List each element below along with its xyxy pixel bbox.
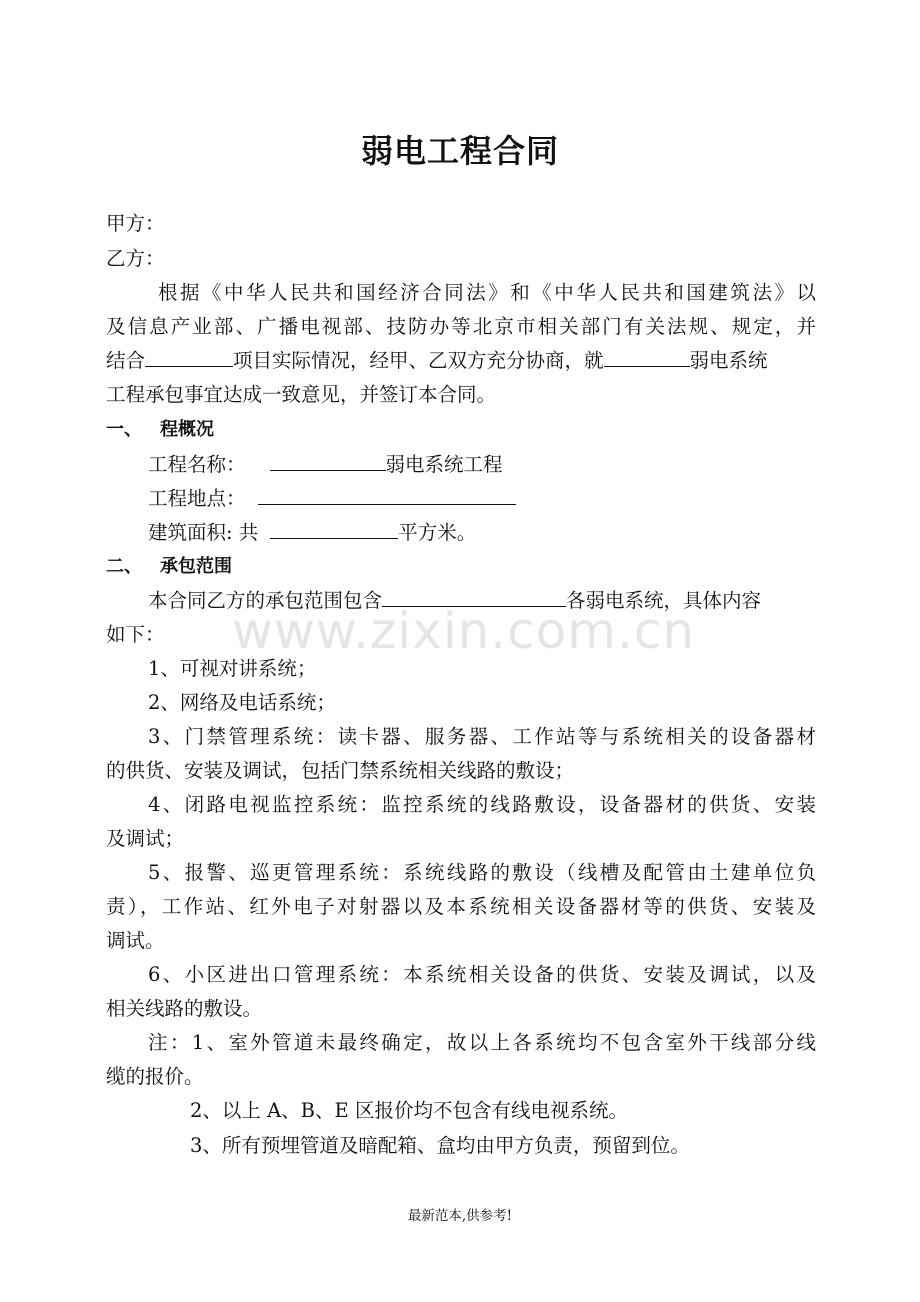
scope-item-5-line-3: 调试。 bbox=[106, 929, 165, 952]
scope-item-6-line-1: 6、小区进出口管理系统：本系统相关设备的供货、安装及调试，以及 bbox=[148, 963, 816, 986]
scope-item-5-line-1: 5、报警、巡更管理系统：系统线路的敷设（线槽及配管由土建单位负 bbox=[148, 861, 816, 884]
scope-item-3-line-1: 3、门禁管理系统：读卡器、服务器、工作站等与系统相关的设备器材 bbox=[148, 725, 816, 748]
scope-item-2: 2、网络及电话系统； bbox=[148, 691, 336, 714]
intro-line-1: 根据《中华人民共和国经济合同法》和《中华人民共和国建筑法》以 bbox=[158, 281, 816, 304]
building-area-suffix: 平方米。 bbox=[398, 521, 477, 544]
note-2: 2、以上 A、B、E 区报价均不包含有线电视系统。 bbox=[190, 1099, 628, 1122]
project-site-label: 工程地点： bbox=[148, 487, 246, 510]
intro-text-a: 结合 bbox=[106, 349, 146, 372]
note-1-line-1: 注：1、室外管道未最终确定，故以上各系统均不包含室外干线部分线 bbox=[148, 1031, 816, 1054]
scope-item-5-line-2: 责），工作站、红外电子对射器以及本系统相关设备器材等的供货、安装及 bbox=[106, 895, 816, 918]
page-footer: 最新范本,供参考! bbox=[407, 1208, 513, 1224]
project-site-blank[interactable] bbox=[258, 486, 516, 505]
watermark: www.zixin.com.cn bbox=[232, 602, 696, 660]
intro-text-c: 弱电系统 bbox=[689, 349, 768, 372]
project-name-blank[interactable] bbox=[270, 452, 386, 471]
scope-text-a: 本合同乙方的承包范围包含 bbox=[148, 589, 383, 612]
project-name-line bbox=[148, 449, 503, 477]
scope-item-6-line-2: 相关线路的敷设。 bbox=[106, 997, 263, 1020]
system-blank[interactable] bbox=[604, 348, 690, 367]
building-area-label: 建筑面积: 共 bbox=[148, 521, 259, 544]
intro-text-b: 项目实际情况，经甲、乙双方充分协商，就 bbox=[233, 349, 604, 372]
intro-line-2: 及信息产业部、广播电视部、技防办等北京市相关部门有关法规、规定，并 bbox=[106, 315, 816, 338]
intro-line-4: 工程承包事宜达成一致意见，并签订本合同。 bbox=[106, 383, 497, 406]
scope-line-2: 如下： bbox=[106, 623, 165, 646]
scope-item-3-line-2: 的供货、安装及调试，包括门禁系统相关线路的敷设； bbox=[106, 759, 575, 782]
section-2-heading bbox=[106, 552, 232, 578]
scope-item-1: 1、可视对讲系统； bbox=[148, 657, 317, 680]
building-area-line bbox=[148, 517, 476, 545]
building-area-blank[interactable] bbox=[270, 520, 398, 539]
project-name-label: 工程名称： bbox=[148, 453, 246, 476]
project-name-suffix: 弱电系统工程 bbox=[385, 453, 503, 476]
document-title: 弱电工程合同 bbox=[360, 132, 559, 170]
project-blank[interactable] bbox=[145, 348, 233, 367]
project-site-line bbox=[148, 483, 516, 511]
section-1-heading bbox=[106, 415, 214, 441]
scope-item-4-line-1: 4、闭路电视监控系统：监控系统的线路敷设，设备器材的供货、安装 bbox=[148, 793, 816, 816]
section-1-title: 程概况 bbox=[160, 419, 214, 440]
party-a-line: 甲方： bbox=[106, 212, 165, 235]
party-b-line: 乙方： bbox=[106, 247, 165, 270]
section-2-title: 承包范围 bbox=[160, 556, 232, 577]
scope-item-4-line-2: 及调试； bbox=[106, 827, 185, 850]
scope-text-b: 各弱电系统，具体内容 bbox=[566, 589, 762, 612]
section-1-number: 一、 bbox=[106, 419, 142, 440]
note-1-line-2: 缆的报价。 bbox=[106, 1065, 204, 1088]
intro-line-3 bbox=[106, 345, 768, 373]
section-2-number: 二、 bbox=[106, 556, 142, 577]
note-3: 3、所有预埋管道及暗配箱、盒均由甲方负责，预留到位。 bbox=[190, 1134, 690, 1157]
